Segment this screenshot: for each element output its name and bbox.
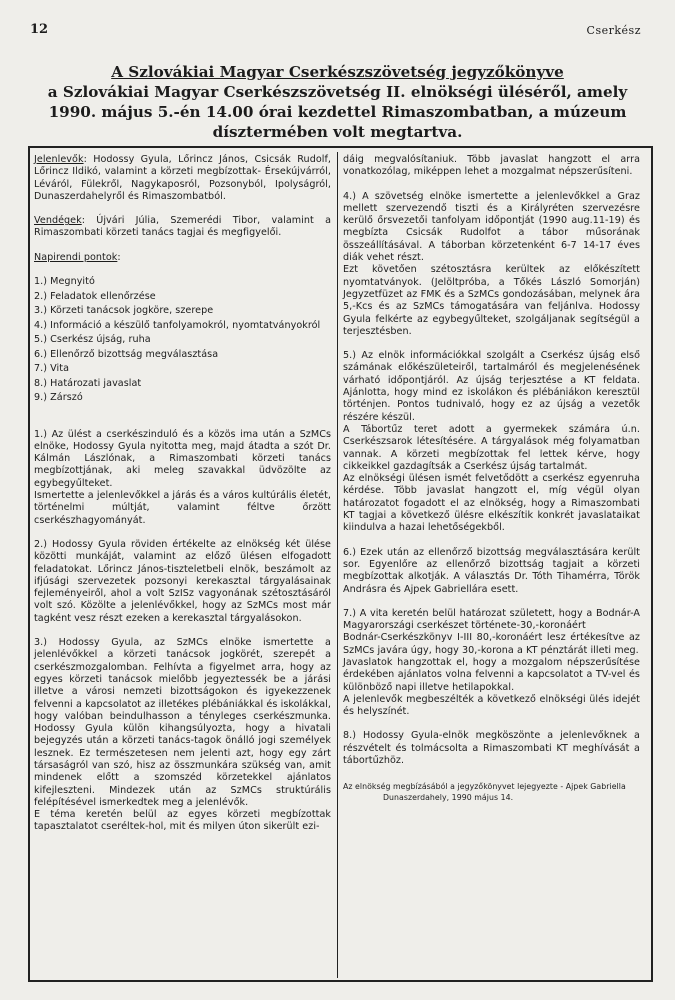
document-title: [40, 62, 635, 142]
agenda-label: Napirendi pontok: [34, 251, 118, 263]
agenda-item: 2.) Feladatok ellenőrzése: [34, 290, 156, 302]
item-2-paragraph: 2.) Hodossy Gyula röviden értékelte az elnökség két ülése közötti munkáját, valamint az előző ülésen elfogadott feladatokat. Lőrincz János-tiszteletbeli elnök, beszámolt az ifjúsági szervezetek pozsonyi kerekasztal tárgyalásainak fejleményeiről, ahol a volt SzISz vagyonának szétosztásáról volt szó. Közölte a jelenlévőkkel, hogy az SzMCs most már tagként vesz részt ezeken a kerekasztal tárgyalásokon.: [34, 538, 331, 624]
place-date-line: Dunaszerdahely, 1990 május 14.: [383, 793, 514, 803]
item-7-book: Bodnár-Cserkészkönyv I-III 80,-koronáért lesz értékesítve az SzMCs javára úgy, hogy 30,-korona a KT pénztárát illeti meg.: [343, 632, 640, 656]
present-label: Jelenlevők: [34, 154, 84, 165]
agenda-heading: Napirendi pontok:: [34, 251, 121, 263]
title-line-1: A Szlovákiai Magyar Cserkészszövetség jegyzőkönyve: [111, 63, 564, 81]
item-6-paragraph: 6.) Ezek után az ellenőrző bizottság megválasztására került sor. Egyenlőre az ellenőrző bizottság tagjait a körzeti megbízottak alkotják. A választás Dr. Tóth Tihamérra, Török Andrásra és Ajpek Gabriellára esett.: [343, 546, 640, 595]
column-divider: [337, 152, 338, 978]
agenda-item: 5.) Cserkész újság, ruha: [34, 334, 151, 346]
item-1-continuation: Ismertette a jelenlevőkkel a járás és a város kultúrális életét, történelmi múltját, valamint féltve őrzött cserkészhagyományát.: [34, 490, 331, 526]
title-line-3: 1990. május 5.-én 14.00 órai kezdettel Rimaszombatban, a múzeum: [48, 103, 627, 121]
item-4-continuation: Ezt követően szétosztásra kerültek az előkészített nyomtatványok. (Jelöltpróba, a Tőkés László Somorján) Jegyzetfüzet az FMK és a SzMCs gondozásában, melynek ára 5,-Kcs és az SzMCs támogatására van feljánlva. Hodossy Gyula felkérte az egybegyűlteket, szolgáljanak segítségül a terjesztésben.: [343, 264, 640, 337]
agenda-item: 7.) Vita: [34, 363, 70, 375]
running-title: Cserkész: [586, 24, 641, 37]
agenda-item: 1.) Megnyitó: [34, 276, 95, 288]
recorder-line: Az elnökség megbízásából a jegyzőkönyvet lejegyezte - Ajpek Gabriella: [343, 782, 626, 792]
item-7-next-meeting: A jelenlevők megbeszélték a következő elnökségi ülés idejét és helyszínét.: [343, 693, 640, 718]
item-5-continuation: A Tábortűz teret adott a gyermekek számára ú.n. Cserkészsarok létesítésére. A tárgyalások még folyamatban vannak. A körzeti megbízottak fel lettek kérve, hogy cikkeikkel gazdagítsák a Cserkész újság tartalmát.: [343, 423, 640, 472]
item-7-media: Javaslatok hangzottak el, hogy a mozgalom népszerűsítése érdekében ajánlatos volna felvenni a kapcsolatot a TV-vel és különböző napi illetve hetilapokkal.: [343, 656, 640, 693]
item-3-paragraph: 3.) Hodossy Gyula, az SzMCs elnöke ismertette a jelenlévőkkel a körzeti tanácsok jogkörét, szerepét a cserkészmozgalomban. Felhívta a figyelmet arra, hogy az egyes körzeti tanácsok mielőbb jegyeztessék be a járási illetve a városi nemzeti bizottságokon és igyekezzenek felvenni a kapcsolatot az illetékes plébániákkal és iskolákkal, hogy valóban beindulhasson a tényleges cserkészmunka. Hodossy Gyula külön kihangsúlyozta, hogy a hivatali bejegyzés után a körzeti tanács-tagok önálló jogi személyek lesznek. Ez természetesen nem jelenti azt, hogy egy zárt társaságról van szó, hisz az összmunkára szükség van, amit mindenek előtt a szomszéd körzetekkel ajánlatos kifejleszteni. Mindezek után az SzMCs struktúrális felépítésével ismerkedtek meg a jelenlévők.: [34, 637, 331, 808]
item-5-uniform: Az elnökségi ülésen ismét felvetődött a cserkész egyenruha kérdése. Több javaslat hangzott el, míg végül olyan határozatot fogadott el az elnökség, hogy a Rimaszombati KT tagjai a következő ülésre elkészítik konkrét javaslataikat kiindulva a hazai lehetőségekből.: [343, 473, 640, 534]
left-column: [34, 154, 331, 846]
item-3-continuation: E téma keretén belül az egyes körzeti megbízottak tapasztalatot cseréltek-hol, mit és milyen úton sikerült ezi-: [34, 809, 331, 833]
right-column: [343, 154, 640, 803]
item-4-paragraph: 4.) A szövetség elnöke ismertette a jelenlevőkkel a Graz mellett szervezendő tiszti és a Királyréten szervezésre kerülő őrsvezetői tanfolyam időpontját (1990 aug.11-19) és megbízta Csicsák Rudolfot a tábor műsorának összeállításával. A táborban körzetenként 6-7 14-17 éves diák vehet részt.: [343, 190, 640, 264]
present-paragraph: [34, 154, 331, 203]
item-5-paragraph: 5.) Az elnök információkkal szolgált a Cserkész újság első számának előkészületeiről, tartalmáról és megjelenésének várható időpontjáról. Az újság terjesztése a KT feldata. Ajánlotta, hogy mind ez iskolákon és plébániákon keresztül történjen. Pontos tudnivaló, hogy ez az újság a vezetők részére készül.: [343, 350, 640, 423]
signature-note: [343, 781, 640, 803]
title-line-2: a Szlovákiai Magyar Cserkészszövetség II. elnökségi üléséről, amely: [47, 83, 628, 101]
item-7-paragraph: 7.) A vita keretén belül határozat született, hogy a Bodnár-A Magyarországi cserkészet története-30,-koronáért: [343, 607, 640, 632]
agenda-item: 6.) Ellenőrző bizottság megválasztása: [34, 348, 219, 360]
item-8-paragraph: 8.) Hodossy Gyula-elnök megköszönte a jelenlevőknek a részvételt és tolmácsolta a Rimaszombati KT meghívását a tábortűzhöz.: [343, 730, 640, 767]
agenda-list: [34, 276, 331, 405]
guests-paragraph: [34, 215, 331, 240]
page-number: 12: [30, 22, 49, 37]
agenda-item: 9.) Zárszó: [34, 392, 83, 404]
agenda-item: 4.) Információ a készülő tanfolyamokról, nyomtatványokról: [34, 319, 321, 331]
item-1-paragraph: 1.) Az ülést a cserkészinduló és a közös ima után a SzMCs elnöke, Hodossy Gyula nyitotta meg, majd átadta a szót Dr. Kálmán Lászlónak, a Rimaszombati körzeti tanács megbízottjának, aki meleg szavakkal üdvözölte az egybegyűlteket.: [34, 428, 331, 489]
guests-label: Vendégek: [34, 215, 82, 227]
agenda-item: 3.) Körzeti tanácsok jogköre, szerepe: [34, 305, 214, 317]
agenda-item: 8.) Határozati javaslat: [34, 377, 142, 389]
title-line-4: dísztermében volt megtartva.: [212, 123, 463, 141]
guests-text: : Újvári Júlia, Szemerédi Tibor, valamint a Rimaszombati körzeti tanács tagjai és megfigyelői.: [34, 215, 331, 239]
item-3-end-paragraph: dáig megvalósítaniuk. Több javaslat hangzott el arra vonatkozólag, miképpen lehet a mozgalmat népszerűsíteni.: [343, 154, 640, 178]
present-text: : Hodossy Gyula, Lőrincz János, Csicsák Rudolf, Lőrincz Ildikó, valamint a körzeti megbízottak- Érsekújvárról, Léváról, Fülekről, Nagykaposról, Pozsonyból, Ipolyságról, Dunaszerdahelyről és Rimaszombatból.: [34, 154, 331, 202]
